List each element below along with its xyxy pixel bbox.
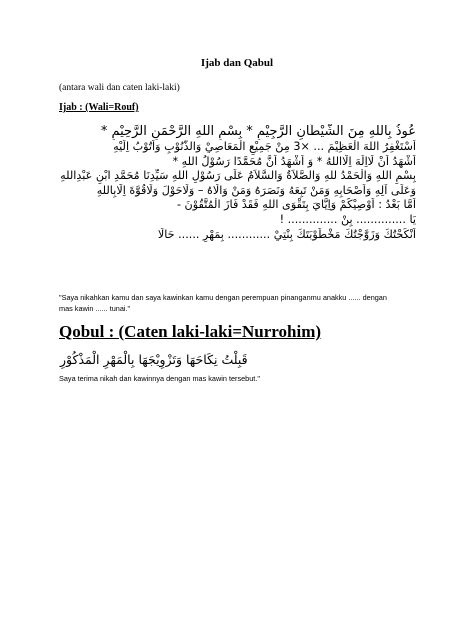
arabic-line: وَعَلَى آلِهِ وَاَصْحَابِهِ وَمَنْ تَبِعَهُ وَنَصَرَهُ وَمَنْ وَالَاهُ – وَلَاحَوْلَ وَلَاقُوَّةَ اِلَّابِاللهِ — [96, 183, 416, 197]
arabic-line: اَشْهَدُ اَنْ لَااِلَهَ اِلَّااللهُ * وَ اَشْهَدُ اَنَّ مُحَمَّدًا رَسُوْلُ اللهِ * — [172, 154, 416, 168]
arabic-line: يَا .............. بِنْ .............. ! — [279, 212, 416, 226]
ijab-heading: Ijab : (Wali=Rouf) — [59, 102, 139, 113]
document-subtitle: (antara wali dan caten laki-laki) — [59, 83, 180, 93]
arabic-line: بِسْمِ اللهِ وَالْحَمْدُ للهِ وَالصَّلاَةُ وَالسَّلاَمُ عَلَى رَسُوْلِ اللهِ سَيِّدِنَا مُحَمَّدِ ابْنِ عَبْدِاللهِ — [60, 169, 416, 183]
arabic-line: اَمَّا بَعْدُ : اُوْصِيْكُمْ وَاِيَّايَ بِتَقْوَى اللهِ فَقَدْ فَازَ الْمُتَّقُوْنَ - — [176, 198, 416, 212]
ijab-arabic-text — [60, 124, 416, 242]
arabic-line: عُوذُ بِاللهِ مِنَ الشَّيْطَانِ الرَّجِيْمِ * بِسْمِ اللهِ الرَّحْمَنِ الرَّحِيْمِ * — [100, 124, 416, 139]
qobul-heading: Qobul : (Caten laki-laki=Nurrohim) — [59, 322, 322, 341]
arabic-line: اَنْكَحْتُكَ وَزَوَّجْتُكَ مَخْطُوْبَتَكَ بِنْتِيْ ............ بِمَهْرِ ...... حَالًا — [157, 227, 416, 241]
ijab-translation: "Saya nikahkan kamu dan saya kawinkan kamu dengan perempuan pinanganmu anakku ...... dengan mas kawin ...... tunai." — [59, 293, 387, 313]
qobul-arabic-line: قَبِلْتُ نِكَاحَهَا وَتَزْوِيْجَهَا بِالْمَهْرِ الْمَذْكُوْرِ — [60, 352, 248, 367]
document-title: Ijab dan Qabul — [200, 57, 274, 69]
qobul-arabic-text — [60, 352, 415, 367]
qobul-translation: Saya terima nikah dan kawinnya dengan mas kawin tersebut." — [59, 374, 260, 383]
arabic-line: اَسْتَغْفِرُ اللهَ الْعَظِيْمَ ... ×3 مِنْ جَمِيْعِ الْمَعَاصِيْ وَالذُّنُوْبِ وَاَتُوْبُ اِلَيْهِ — [113, 140, 416, 153]
